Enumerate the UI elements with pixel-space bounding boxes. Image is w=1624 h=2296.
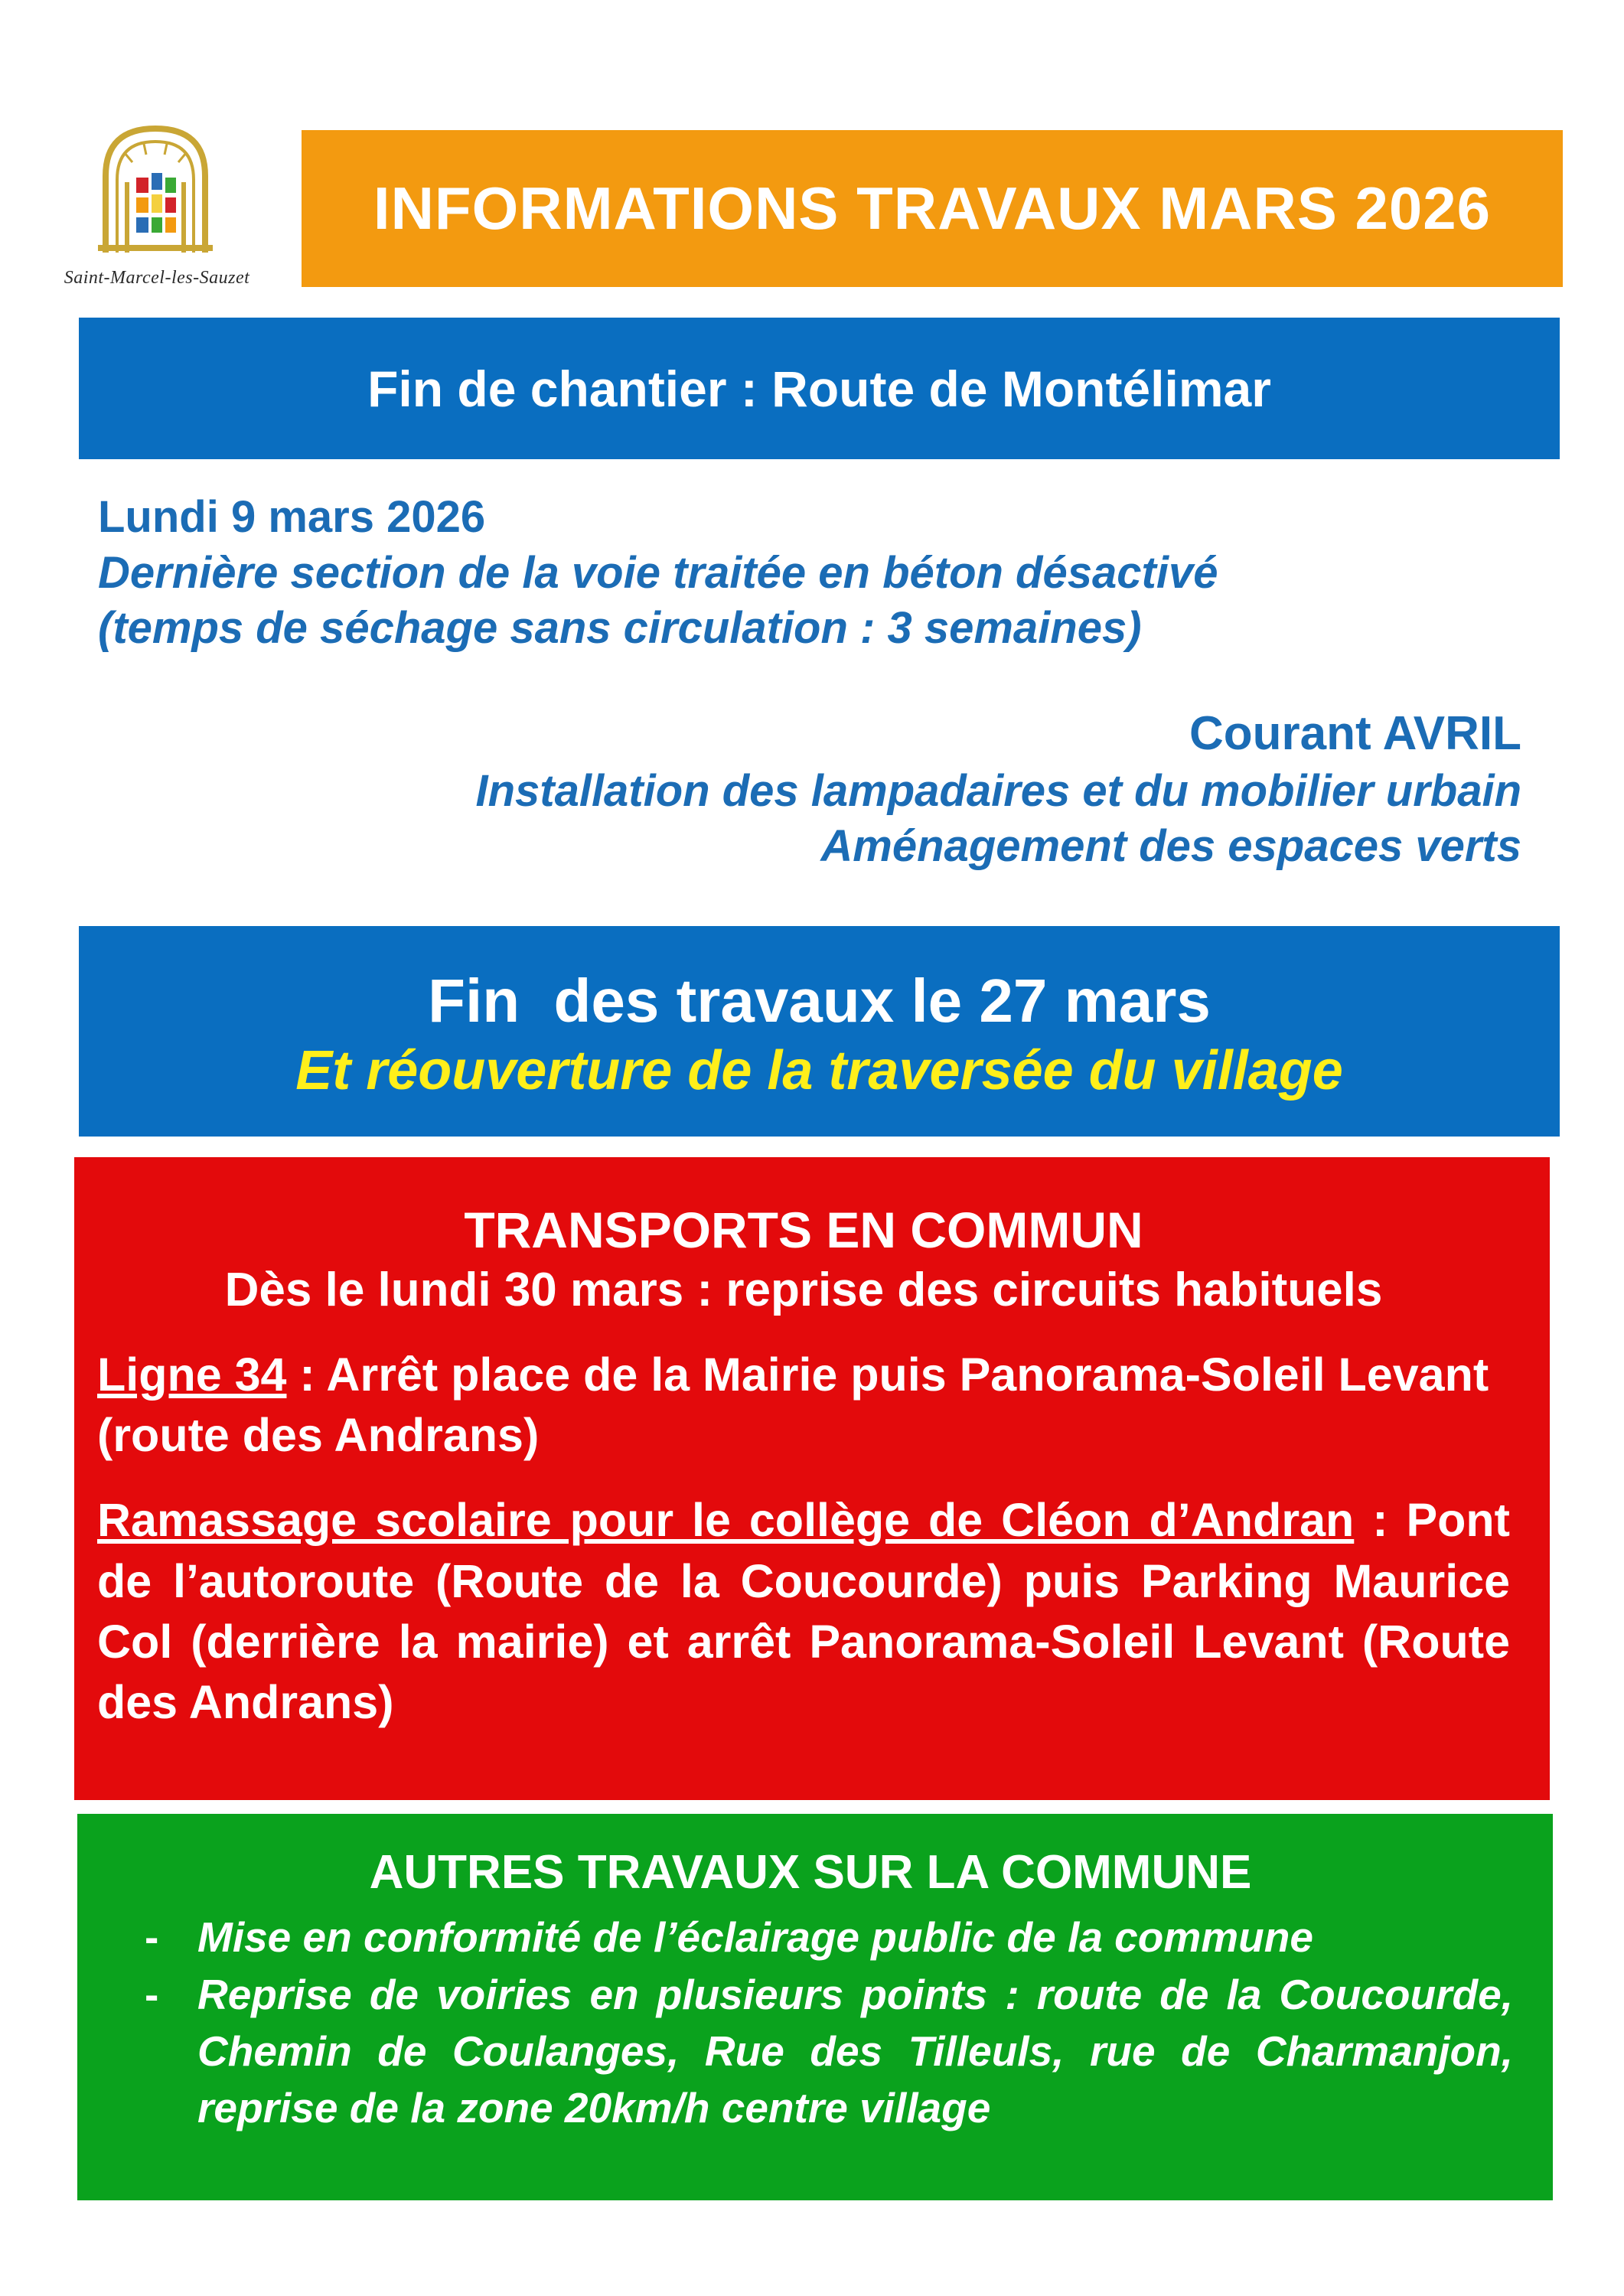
fin-travaux-date: Fin des travaux le 27 mars bbox=[428, 967, 1211, 1035]
ligne-34-text: : Arrêt place de la Mairie puis Panorama-Soleil Levant (route des Andrans) bbox=[97, 1348, 1489, 1461]
chantier-line-3: Installation des lampadaires et du mobilier urbain bbox=[475, 765, 1521, 816]
chantier-line-1: Dernière section de la voie traitée en béton désactivé bbox=[98, 547, 1218, 598]
dash-bullet: - bbox=[145, 1913, 159, 1962]
date-lundi: Lundi 9 mars 2026 bbox=[98, 492, 486, 542]
ligne-34-paragraph bbox=[97, 1345, 1510, 1466]
chantier-line-4: Aménagement des espaces verts bbox=[820, 821, 1521, 871]
chantier-header-banner bbox=[79, 318, 1560, 459]
chantier-line-2: (temps de séchage sans circulation : 3 semaines) bbox=[98, 603, 1142, 653]
title-banner bbox=[302, 130, 1563, 287]
page-title: INFORMATIONS TRAVAUX MARS 2026 bbox=[373, 174, 1492, 242]
chantier-april-section bbox=[98, 704, 1521, 875]
autres-travaux-block bbox=[77, 1814, 1553, 2200]
transports-title: TRANSPORTS EN COMMUN bbox=[464, 1202, 1143, 1258]
ligne-34-label: Ligne 34 bbox=[97, 1348, 287, 1401]
list-item: - Reprise de voiries en plusieurs points : route de la Coucourde, Chemin de Coulanges, Rue des Tilleuls, rue de Charmanjon, reprise de la zone 20km/h centre village bbox=[108, 1966, 1513, 2137]
autres-travaux-title: AUTRES TRAVAUX SUR LA COMMUNE bbox=[369, 1846, 1252, 1899]
municipal-logo bbox=[46, 122, 268, 298]
dash-bullet: - bbox=[145, 1970, 159, 2018]
logo-town-name: Saint-Marcel-les-Sauzet bbox=[64, 268, 250, 288]
transports-subtitle: Dès le lundi 30 mars : reprise des circuits habituels bbox=[224, 1264, 1383, 1317]
chantier-march-section bbox=[98, 490, 1537, 657]
list-item: - Mise en conformité de l’éclairage public de la commune bbox=[108, 1909, 1513, 1965]
reouverture-text: Et réouverture de la traversée du village bbox=[295, 1040, 1343, 1101]
transports-block bbox=[74, 1157, 1550, 1800]
ramassage-paragraph bbox=[97, 1490, 1510, 1733]
autres-travaux-list bbox=[108, 1909, 1513, 2136]
date-avril: Courant AVRIL bbox=[1189, 707, 1521, 760]
fin-travaux-banner bbox=[79, 926, 1560, 1137]
arch-window-icon bbox=[90, 122, 220, 256]
ramassage-label: Ramassage scolaire pour le collège de Cléon d’Andran bbox=[97, 1494, 1355, 1547]
ramassage-text: : Pont de l’autoroute (Route de la Coucourde) puis Parking Maurice Col (derrière la mairie) et arrêt Panorama-Soleil Levant (Route des Andrans) bbox=[97, 1494, 1510, 1729]
chantier-header: Fin de chantier : Route de Montélimar bbox=[367, 360, 1271, 417]
